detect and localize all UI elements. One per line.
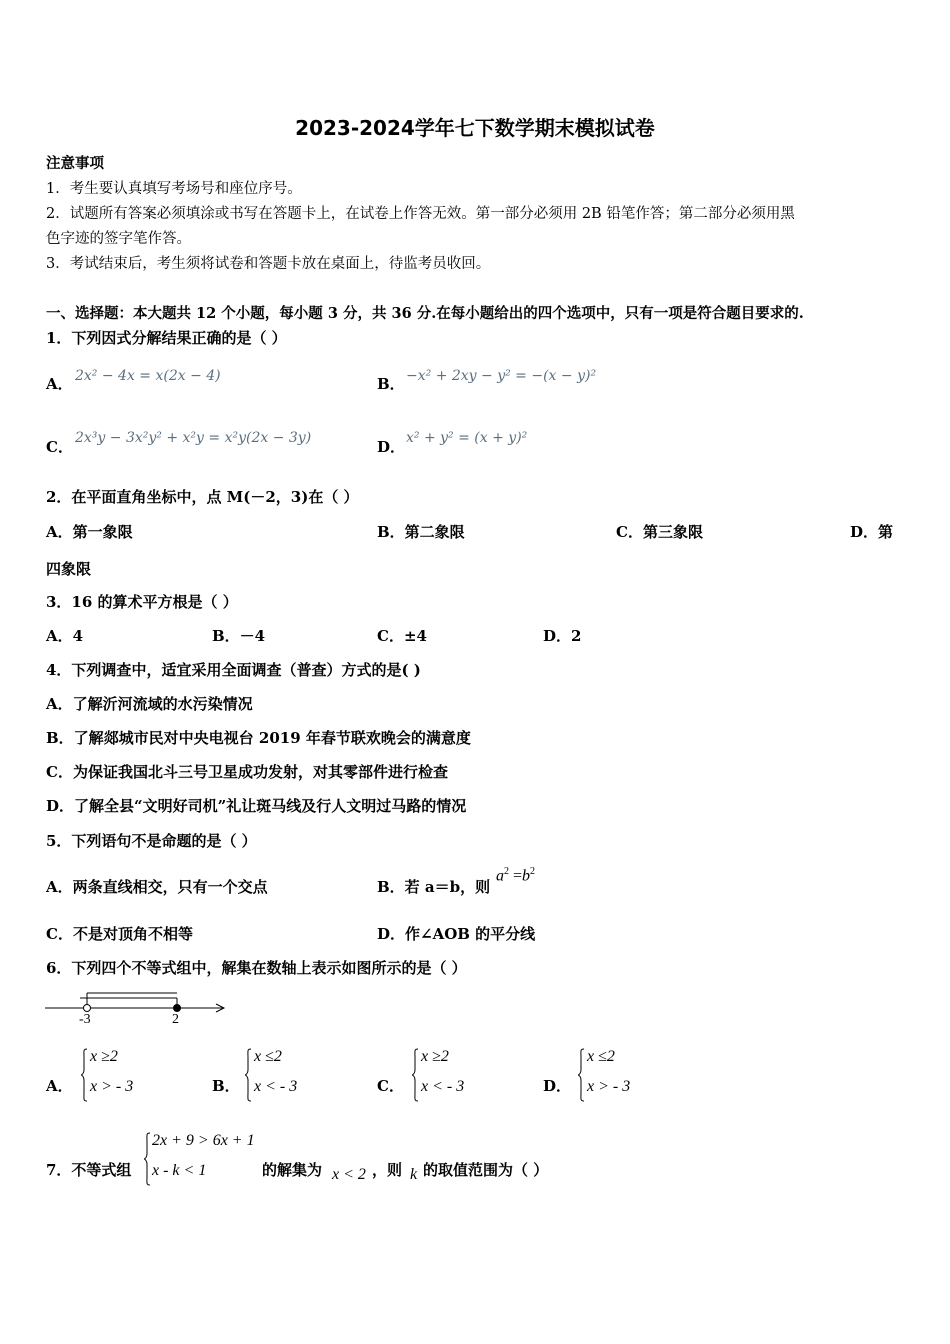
q1-option-a-label: A．	[46, 375, 73, 393]
formula-exponent: 2	[504, 866, 509, 877]
brace-icon	[143, 1132, 151, 1186]
q1-option-b-formula: −x² + 2xy − y² = −(x − y)²	[406, 368, 597, 384]
notice-item: 色字迹的签字笔作答。	[46, 231, 191, 247]
number-line-label-left: -3	[79, 1012, 91, 1027]
formula-exponent: 2	[530, 866, 536, 877]
brace-icon	[80, 1048, 88, 1102]
q5-option-b: B．若 a＝b，则	[377, 878, 491, 896]
q6-option-c-label: C．	[377, 1077, 404, 1095]
system-line-2: x > - 3	[587, 1078, 631, 1095]
notice-item: 1．考生要认真填写考场号和座位序号。	[46, 181, 302, 197]
system-line-1: x ≥2	[90, 1048, 118, 1065]
question-5-stem: 5．下列语句不是命题的是（ ）	[46, 832, 257, 850]
system-line-1: x ≤2	[254, 1048, 282, 1065]
formula-var-b: b	[522, 867, 531, 885]
system-line-1: x ≤2	[587, 1048, 615, 1065]
q6-option-b-label: B．	[212, 1077, 240, 1095]
q1-option-c-formula: 2x³y − 3x²y² + x²y = x²y(2x − 3y)	[75, 430, 312, 446]
q5-option-a: A．两条直线相交，只有一个交点	[46, 878, 268, 896]
q3-option-c: C．±4	[377, 627, 427, 645]
q3-option-a: A．4	[46, 627, 84, 645]
q2-option-a: A．第一象限	[46, 523, 133, 541]
number-line-label-right: 2	[172, 1012, 179, 1027]
question-7-suffix: 的取值范围为（ ）	[423, 1161, 549, 1179]
brace-icon	[577, 1048, 585, 1102]
q4-option-c: C．为保证我国北斗三号卫星成功发射，对其零部件进行检查	[46, 763, 448, 781]
question-2-stem: 2．在平面直角坐标中，点 M(－2，3)在（ ）	[46, 488, 359, 506]
q2-option-c: C．第三象限	[616, 523, 703, 541]
q6-option-a-label: A．	[46, 1077, 73, 1095]
question-7-sep: ，则	[372, 1161, 403, 1179]
q6-option-d-label: D．	[543, 1077, 572, 1095]
q2-option-d-wrap: 四象限	[46, 560, 92, 578]
q4-option-b: B．了解郯城市民对中央电视台 2019 年春节联欢晚会的满意度	[46, 729, 471, 747]
system-line-2: x < - 3	[421, 1078, 465, 1095]
q2-option-d: D．第	[850, 523, 894, 541]
q1-option-c-label: C．	[46, 438, 73, 456]
question-7-var: k	[410, 1166, 418, 1183]
q3-option-b: B．－4	[212, 627, 266, 645]
question-4-stem: 4．下列调查中，适宜采用全面调查（普查）方式的是( )	[46, 661, 421, 679]
question-6-stem: 6．下列四个不等式组中，解集在数轴上表示如图所示的是（ ）	[46, 959, 467, 977]
question-3-stem: 3．16 的算术平方根是（ ）	[46, 593, 238, 611]
q3-option-d: D．2	[543, 627, 582, 645]
closed-point-right	[174, 1005, 181, 1012]
formula-var-a: a	[496, 867, 504, 885]
system-line-2: x > - 3	[90, 1078, 134, 1095]
q5-option-d: D．作∠AOB 的平分线	[377, 925, 536, 943]
section-heading: 一、选择题：本大题共 12 个小题，每小题 3 分，共 36 分.在每小题给出的四个选项中，只有一项是符合题目要求的.	[46, 305, 804, 322]
q2-option-b: B．第二象限	[377, 523, 465, 541]
system-line-2: x - k < 1	[152, 1162, 207, 1179]
q1-option-b-label: B．	[377, 375, 405, 393]
number-line-figure	[40, 988, 235, 1033]
formula-equals: =	[509, 867, 523, 885]
open-point-left	[84, 1005, 91, 1012]
q1-option-a-formula: 2x² − 4x = x(2x − 4)	[75, 368, 221, 384]
notice-item: 2．试题所有答案必须填涂或书写在答题卡上，在试卷上作答无效。第一部分必须用 2B 铅笔作答；第二部分必须用黑	[46, 206, 795, 222]
brace-icon	[411, 1048, 419, 1102]
system-line-2: x < - 3	[254, 1078, 298, 1095]
notice-heading: 注意事项	[46, 155, 104, 172]
q4-option-a: A．了解沂河流域的水污染情况	[46, 695, 253, 713]
q5-option-b-formula	[496, 866, 535, 885]
page-title: 2023-2024学年七下数学期末模拟试卷	[295, 116, 655, 140]
question-7-mid: 的解集为	[262, 1161, 323, 1179]
q1-option-d-label: D．	[377, 438, 406, 456]
system-line-1: 2x + 9 > 6x + 1	[152, 1132, 255, 1149]
notice-item: 3．考试结束后，考生须将试卷和答题卡放在桌面上，待监考员收回。	[46, 256, 491, 272]
brace-icon	[244, 1048, 252, 1102]
q5-option-c: C．不是对顶角不相等	[46, 925, 193, 943]
q1-option-d-formula: x² + y² = (x + y)²	[406, 430, 528, 446]
question-7-condition: x < 2	[332, 1166, 366, 1183]
question-7-prefix: 7．不等式组	[46, 1161, 132, 1179]
system-line-1: x ≥2	[421, 1048, 449, 1065]
question-1-stem: 1．下列因式分解结果正确的是（ ）	[46, 329, 287, 347]
q4-option-d: D．了解全县“文明好司机”礼让斑马线及行人文明过马路的情况	[46, 797, 467, 815]
